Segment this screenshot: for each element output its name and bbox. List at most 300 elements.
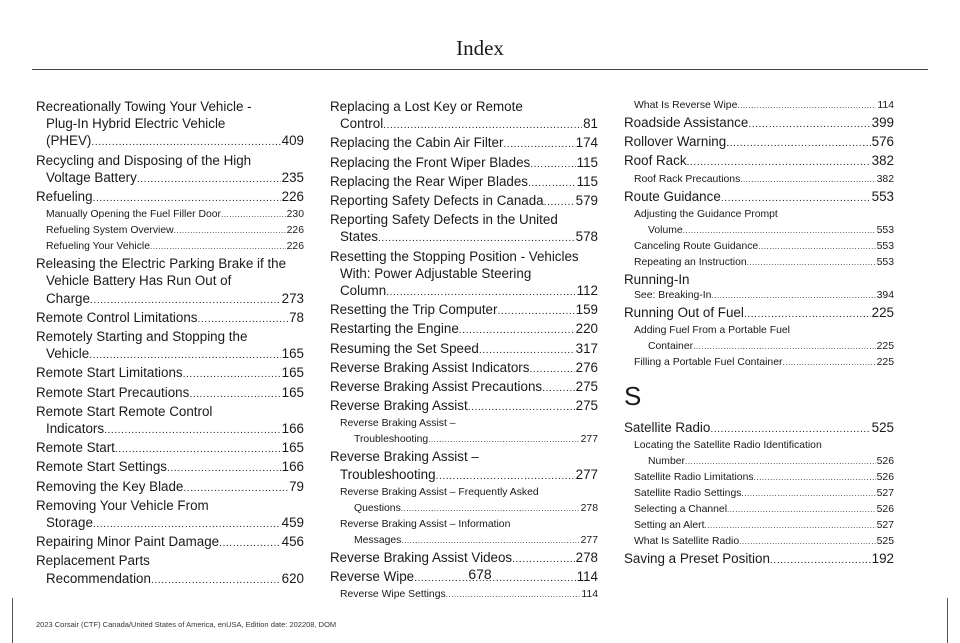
index-subentry xyxy=(624,323,894,355)
entry-text: Manually Opening the Fuel Filler Door xyxy=(46,209,221,221)
entry-page-number: 226 xyxy=(286,225,304,237)
entry-page-number: 235 xyxy=(281,169,304,185)
entry-page-number: 278 xyxy=(575,549,598,565)
entry-final-line xyxy=(634,486,894,502)
entry-final-line xyxy=(36,514,304,533)
entry-line: Reporting Safety Defects in the United xyxy=(330,212,558,228)
entry-text: Remote Start Limitations xyxy=(36,365,183,381)
entry-page-number: 527 xyxy=(876,520,894,532)
dot-leader xyxy=(89,347,280,364)
entry-page-number: 276 xyxy=(575,359,598,375)
entry-page-number: 165 xyxy=(281,384,304,400)
entry-text: Reverse Wipe xyxy=(330,569,415,585)
dot-leader xyxy=(93,516,281,533)
page-header-title: Index xyxy=(456,36,504,60)
index-entry xyxy=(330,134,598,153)
dot-leader xyxy=(189,386,280,403)
index-subentry xyxy=(36,223,304,239)
entry-final-line xyxy=(634,355,894,371)
dot-leader xyxy=(528,175,576,192)
index-entry xyxy=(330,397,598,416)
dot-leader xyxy=(754,470,876,486)
entry-final-line xyxy=(624,114,894,133)
entry-page-number: 278 xyxy=(580,502,598,514)
index-subentry xyxy=(624,172,894,188)
entry-text: States xyxy=(340,229,378,245)
entry-final-line xyxy=(36,169,304,188)
index-entry xyxy=(624,271,894,288)
entry-text: Removing the Key Blade xyxy=(36,478,184,494)
entry-page-number: 165 xyxy=(281,346,304,362)
index-entry xyxy=(36,255,304,309)
entry-text: Refueling Your Vehicle xyxy=(46,241,150,253)
entry-final-line xyxy=(330,134,598,153)
dot-leader xyxy=(740,172,875,188)
dot-leader xyxy=(183,366,281,383)
entry-final-line xyxy=(634,223,894,239)
entry-line: Recreationally Towing Your Vehicle - xyxy=(36,99,252,114)
entry-final-line xyxy=(634,239,894,255)
entry-text: Column xyxy=(340,283,387,299)
entry-final-line xyxy=(330,301,598,320)
entry-page-number: 525 xyxy=(871,420,894,436)
dot-leader xyxy=(782,355,875,371)
entry-final-line xyxy=(46,223,304,239)
entry-page-number: 382 xyxy=(876,173,894,185)
entry-page-number: 226 xyxy=(281,189,304,205)
entry-text: Remote Start Precautions xyxy=(36,384,190,400)
entry-page-number: 553 xyxy=(876,256,894,268)
entry-page-number: 525 xyxy=(876,536,894,548)
entry-page-number: 114 xyxy=(581,589,598,601)
index-entry xyxy=(36,533,304,552)
entry-text: Resetting the Trip Computer xyxy=(330,302,498,318)
entry-text: Volume xyxy=(648,224,683,236)
dot-leader xyxy=(739,534,876,550)
dot-leader xyxy=(741,486,875,502)
entry-text: Roof Rack Precautions xyxy=(634,173,741,185)
page-number: 678 xyxy=(468,566,492,582)
index-subentry xyxy=(330,485,598,517)
dot-leader xyxy=(727,502,876,518)
entry-page-number: 553 xyxy=(876,240,894,252)
entry-text: Messages xyxy=(354,534,402,546)
entry-final-line xyxy=(330,320,598,339)
entry-final-line xyxy=(624,419,894,438)
index-subentry xyxy=(624,518,894,534)
entry-text: Reverse Braking Assist Indicators xyxy=(330,359,530,375)
entry-page-number: 553 xyxy=(876,224,894,236)
index-subentry xyxy=(624,470,894,486)
entry-page-number: 526 xyxy=(876,456,894,468)
entry-line: Removing Your Vehicle From xyxy=(36,497,209,513)
entry-text: What Is Satellite Radio xyxy=(634,536,740,548)
entry-text: Refueling xyxy=(36,189,93,205)
index-entry xyxy=(330,340,598,359)
crop-mark-right xyxy=(947,598,948,643)
entry-text: Saving a Preset Position xyxy=(624,551,770,567)
index-subentry xyxy=(624,355,894,371)
index-entry xyxy=(36,98,304,152)
dot-leader xyxy=(115,441,281,458)
entry-text: Replacing the Cabin Air Filter xyxy=(330,135,504,151)
entry-page-number: 165 xyxy=(281,365,304,381)
entry-text: Container xyxy=(648,341,694,353)
entry-text: Reverse Braking Assist Videos xyxy=(330,549,513,565)
entry-text: Satellite Radio xyxy=(624,420,711,436)
index-entry xyxy=(624,133,894,152)
dot-leader xyxy=(529,361,574,378)
dot-leader xyxy=(497,303,574,320)
dot-leader xyxy=(721,190,871,207)
entry-page-number: 275 xyxy=(575,398,598,414)
entry-final-line xyxy=(330,397,598,416)
index-entry xyxy=(36,497,304,533)
entry-page-number: 114 xyxy=(877,100,894,111)
entry-page-number: 620 xyxy=(281,570,304,586)
entry-final-line xyxy=(36,439,304,458)
entry-text: Satellite Radio Settings xyxy=(634,488,742,500)
dot-leader xyxy=(221,207,286,223)
index-entry xyxy=(36,188,304,207)
index-entry xyxy=(330,320,598,339)
dot-leader xyxy=(428,432,580,448)
entry-final-line xyxy=(46,239,304,255)
entry-page-number: 459 xyxy=(281,515,304,531)
dot-leader xyxy=(711,288,875,304)
dot-leader xyxy=(747,255,876,271)
entry-text: Replacing the Rear Wiper Blades xyxy=(330,173,528,189)
index-entry xyxy=(36,328,304,364)
entry-page-number: 79 xyxy=(289,478,304,494)
entry-page-number: 166 xyxy=(281,459,304,475)
entry-page-number: 226 xyxy=(286,241,304,253)
entry-text: (PHEV) xyxy=(46,133,92,149)
index-subentry xyxy=(330,587,598,603)
index-entry xyxy=(330,378,598,397)
index-entry xyxy=(624,188,894,207)
index-subentry xyxy=(624,502,894,518)
dot-leader xyxy=(91,134,280,151)
entry-line: Replacement Parts xyxy=(36,553,150,569)
entry-page-number: 273 xyxy=(281,290,304,306)
index-subentry xyxy=(624,207,894,239)
index-entry xyxy=(36,478,304,497)
entry-final-line xyxy=(36,290,304,309)
index-subentry xyxy=(624,534,894,550)
entry-text: Troubleshooting xyxy=(354,434,429,446)
dot-leader xyxy=(150,239,286,255)
index-subentry xyxy=(624,239,894,255)
entry-page-number: 277 xyxy=(575,466,598,482)
dot-leader xyxy=(685,454,876,470)
dot-leader xyxy=(503,136,574,153)
entry-text: Reporting Safety Defects in Canada xyxy=(330,193,544,209)
entry-line: Vehicle Battery Has Run Out of xyxy=(46,273,232,289)
index-subentry xyxy=(624,255,894,271)
dot-leader xyxy=(704,518,875,534)
entry-line: Plug-In Hybrid Electric Vehicle xyxy=(46,116,226,132)
dot-leader xyxy=(137,171,281,188)
entry-page-number: 192 xyxy=(871,551,894,567)
entry-final-line xyxy=(36,420,304,439)
dot-leader xyxy=(710,421,870,438)
entry-line: Resetting the Stopping Position - Vehicles xyxy=(330,248,579,264)
dot-leader xyxy=(401,501,580,517)
dot-leader xyxy=(693,339,876,355)
entry-text: Reverse Braking Assist xyxy=(330,398,468,414)
entry-final-line xyxy=(634,98,894,114)
dot-leader xyxy=(167,460,281,477)
index-subentry xyxy=(624,98,894,114)
dot-leader xyxy=(219,535,281,552)
entry-page-number: 277 xyxy=(580,434,598,446)
entry-text: Roof Rack xyxy=(624,153,687,169)
entry-final-line xyxy=(634,518,894,534)
index-entry xyxy=(36,384,304,403)
entry-text: Repeating an Instruction xyxy=(634,256,747,268)
entry-page-number: 78 xyxy=(289,309,304,325)
entry-text: Roadside Assistance xyxy=(624,115,749,130)
index-entry xyxy=(330,173,598,192)
entry-line: Recycling and Disposing of the High xyxy=(36,152,252,168)
entry-final-line xyxy=(634,534,894,550)
entry-text: Reverse Braking Assist Precautions xyxy=(330,379,543,395)
entry-line: Reverse Braking Assist – Information xyxy=(340,518,511,530)
entry-text: Reverse Wipe Settings xyxy=(340,589,446,601)
entry-page-number: 115 xyxy=(576,173,598,189)
index-entry xyxy=(330,98,598,134)
entry-page-number: 275 xyxy=(575,379,598,395)
entry-final-line xyxy=(340,501,598,517)
entry-final-line xyxy=(330,340,598,359)
edition-footer: 2023 Corsair (CTF) Canada/United States of America, enUSA, Edition date: 202208, DOM xyxy=(36,620,337,629)
entry-final-line xyxy=(330,466,598,485)
entry-final-line xyxy=(36,458,304,477)
dot-leader xyxy=(93,190,281,207)
index-entry xyxy=(36,309,304,328)
dot-leader xyxy=(386,284,575,301)
entry-final-line xyxy=(36,478,304,497)
crop-mark-left xyxy=(12,598,13,643)
entry-text: Questions xyxy=(354,502,401,514)
entry-final-line xyxy=(634,470,894,486)
dot-leader xyxy=(104,422,281,439)
index-entry xyxy=(36,458,304,477)
entry-final-line xyxy=(330,282,598,301)
entry-line: Reverse Braking Assist – xyxy=(340,418,456,430)
entry-final-line xyxy=(624,188,894,207)
entry-text: Selecting a Channel xyxy=(634,504,728,516)
entry-text: Running Out of Fuel xyxy=(624,305,744,321)
entry-page-number: 159 xyxy=(575,302,598,318)
index-subentry xyxy=(624,486,894,502)
dot-leader xyxy=(174,223,286,239)
index-section-letter: S xyxy=(624,381,642,412)
entry-page-number: 399 xyxy=(871,115,894,130)
entry-line: Remote Start Remote Control xyxy=(36,403,213,419)
dot-leader xyxy=(748,116,870,133)
entry-line: Reverse Braking Assist – Frequently Asked xyxy=(340,486,539,498)
index-entry xyxy=(330,301,598,320)
entry-final-line xyxy=(340,432,598,448)
index-subentry xyxy=(624,438,894,470)
dot-leader xyxy=(468,399,575,416)
entry-page-number: 114 xyxy=(576,569,598,585)
index-entry xyxy=(36,364,304,383)
entry-text: Voltage Battery xyxy=(46,169,137,185)
entry-page-number: 526 xyxy=(876,472,894,484)
entry-text: Recommendation xyxy=(46,570,151,586)
entry-final-line xyxy=(330,359,598,378)
entry-text: Troubleshooting xyxy=(340,466,436,482)
index-entry xyxy=(36,152,304,188)
index-subentry xyxy=(330,517,598,549)
entry-line: With: Power Adjustable Steering xyxy=(340,265,532,281)
dot-leader xyxy=(687,154,871,171)
entry-page-number: 527 xyxy=(876,488,894,500)
entry-final-line xyxy=(330,192,598,211)
entry-final-line xyxy=(634,288,894,304)
entry-line: Replacing a Lost Key or Remote xyxy=(330,99,523,114)
entry-final-line xyxy=(330,115,598,134)
entry-page-number: 165 xyxy=(281,440,304,456)
index-column-1 xyxy=(36,98,304,589)
dot-leader xyxy=(542,380,575,397)
entry-final-line xyxy=(624,152,894,171)
entry-final-line xyxy=(330,154,598,173)
entry-text: Refueling System Overview xyxy=(46,225,174,237)
index-entry xyxy=(624,152,894,171)
entry-text: Replacing the Front Wiper Blades xyxy=(330,154,531,170)
entry-final-line xyxy=(36,533,304,552)
index-entry xyxy=(624,419,894,438)
entry-page-number: 394 xyxy=(876,290,894,302)
entry-text: Indicators xyxy=(46,421,105,437)
entry-final-line xyxy=(624,304,894,323)
entry-text: Storage xyxy=(46,515,93,531)
dot-leader xyxy=(378,230,575,247)
dot-leader xyxy=(436,468,575,485)
dot-leader xyxy=(737,98,876,114)
entry-final-line xyxy=(340,533,598,549)
entry-page-number: 174 xyxy=(575,135,598,151)
dot-leader xyxy=(744,306,871,323)
index-subentry xyxy=(36,239,304,255)
index-entry xyxy=(330,211,598,247)
entry-page-number: 81 xyxy=(583,116,598,132)
entry-text: Resuming the Set Speed xyxy=(330,340,479,356)
entry-text: Repairing Minor Paint Damage xyxy=(36,534,220,550)
entry-page-number: 382 xyxy=(871,153,894,169)
entry-line: Reverse Braking Assist – xyxy=(330,449,479,465)
entry-page-number: 112 xyxy=(576,283,598,299)
entry-final-line xyxy=(634,172,894,188)
entry-final-line xyxy=(36,188,304,207)
entry-text: Remote Start xyxy=(36,440,115,456)
entry-final-line xyxy=(36,384,304,403)
entry-page-number: 166 xyxy=(281,421,304,437)
entry-page-number: 456 xyxy=(281,534,304,550)
entry-page-number: 225 xyxy=(876,341,894,353)
dot-leader xyxy=(683,223,876,239)
header-rule xyxy=(32,69,928,70)
entry-final-line xyxy=(36,345,304,364)
entry-final-line xyxy=(46,207,304,223)
index-entry xyxy=(330,359,598,378)
dot-leader xyxy=(446,587,581,603)
entry-page-number: 579 xyxy=(575,193,598,209)
entry-text: Control xyxy=(340,116,384,132)
entry-text: Number xyxy=(648,456,685,468)
index-subentry xyxy=(330,416,598,448)
entry-page-number: 230 xyxy=(286,209,304,221)
entry-text: Charge xyxy=(46,290,90,306)
entry-page-number: 553 xyxy=(871,188,894,204)
entry-line: Adjusting the Guidance Prompt xyxy=(634,208,778,220)
index-entry xyxy=(624,114,894,133)
entry-line: Adding Fuel From a Portable Fuel xyxy=(634,325,790,337)
entry-text: Setting an Alert xyxy=(634,520,705,532)
dot-leader xyxy=(198,311,289,328)
dot-leader xyxy=(183,480,288,497)
entry-text: Restarting the Engine xyxy=(330,321,459,337)
entry-page-number: 317 xyxy=(575,340,598,356)
entry-line: Remotely Starting and Stopping the xyxy=(36,329,248,345)
dot-leader xyxy=(479,342,575,359)
entry-text: Remote Start Settings xyxy=(36,459,167,475)
index-entry xyxy=(36,403,304,439)
dot-leader xyxy=(401,533,579,549)
entry-final-line xyxy=(36,364,304,383)
index-entry xyxy=(330,248,598,302)
entry-final-line xyxy=(330,173,598,192)
entry-page-number: 220 xyxy=(575,321,598,337)
entry-final-line xyxy=(330,378,598,397)
dot-leader xyxy=(90,292,281,309)
dot-leader xyxy=(544,194,575,211)
index-entry xyxy=(36,439,304,458)
entry-text: Satellite Radio Limitations xyxy=(634,472,754,484)
entry-line: Releasing the Electric Parking Brake if the xyxy=(36,256,287,272)
entry-page-number: 225 xyxy=(876,357,894,369)
entry-page-number: 578 xyxy=(575,229,598,245)
entry-final-line xyxy=(340,587,598,603)
dot-leader xyxy=(530,156,575,173)
dot-leader xyxy=(758,239,875,255)
entry-text: Remote Control Limitations xyxy=(36,309,198,325)
entry-page-number: 576 xyxy=(871,134,894,150)
index-subentry xyxy=(624,288,894,304)
dot-leader xyxy=(459,322,575,339)
entry-text: Filling a Portable Fuel Container xyxy=(634,357,783,369)
entry-final-line xyxy=(36,309,304,328)
entry-final-line xyxy=(634,502,894,518)
entry-text: Route Guidance xyxy=(624,188,721,204)
entry-text: What Is Reverse Wipe xyxy=(634,100,738,111)
entry-page-number: 526 xyxy=(876,504,894,516)
entry-text: Running-In xyxy=(624,271,690,287)
dot-leader xyxy=(726,135,870,152)
index-subentry xyxy=(36,207,304,223)
entry-final-line xyxy=(634,454,894,470)
entry-final-line xyxy=(330,228,598,247)
entry-final-line xyxy=(634,255,894,271)
index-column-2 xyxy=(330,98,598,603)
entry-text: Vehicle xyxy=(46,346,90,362)
entry-line: Locating the Satellite Radio Identification xyxy=(634,440,822,452)
index-entry xyxy=(330,154,598,173)
